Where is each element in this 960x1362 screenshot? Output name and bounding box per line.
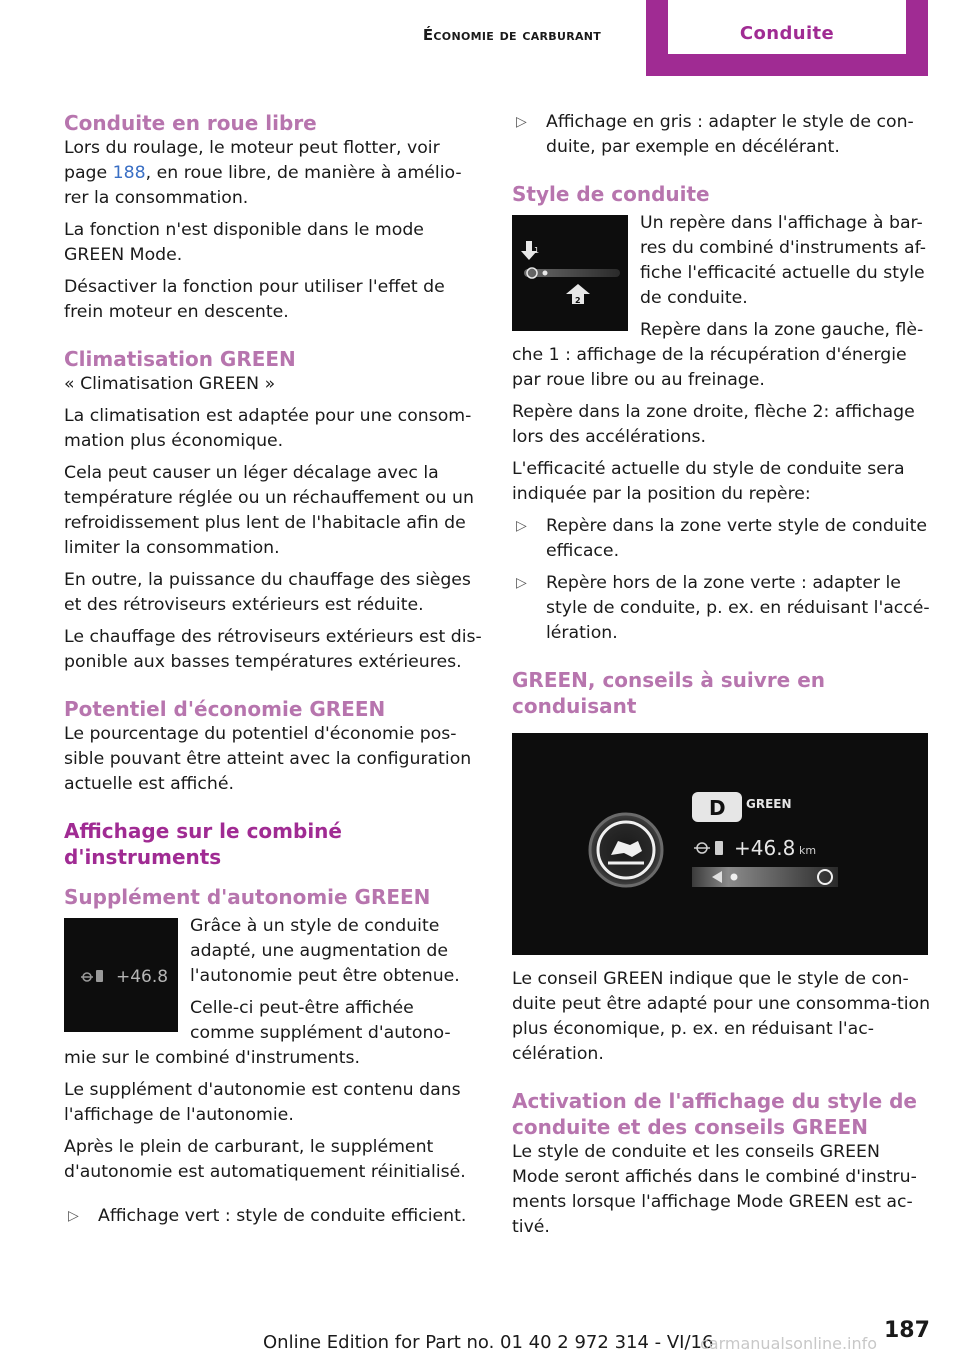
range-bonus-value: +46.8	[116, 967, 169, 987]
list-item: ▷ Affichage en gris : adapter le style de con-duite, par exemple en décélérant.	[512, 110, 932, 160]
paragraph: « Climatisation GREEN »	[64, 374, 276, 394]
heading-activation: Activation de l'affichage du style de conduite et des conseils GREEN	[512, 1089, 917, 1139]
page-link[interactable]: 188	[112, 163, 146, 183]
bullet-triangle-icon: ▷	[516, 575, 527, 591]
paragraph: La fonction n'est disponible dans le mode GREEN Mode.	[64, 220, 424, 265]
range-bonus-figure	[64, 918, 178, 1032]
paragraph: Repère dans la zone droite, flèche 2: affichage lors des accélérations.	[512, 402, 915, 447]
paragraph: Lors du roulage, le moteur peut flotter, voir page 188, en roue libre, de manière à amélio-rer la consommation.	[64, 138, 462, 208]
paragraph: Le pourcentage du potentiel d'économie pos-sible pouvant être atteint avec la configuration actuelle est affiché.	[64, 724, 472, 794]
paragraph: L'efficacité actuelle du style de conduite sera indiquée par la position du repère:	[512, 459, 905, 504]
green-tip-icon	[590, 814, 662, 886]
bullet-triangle-icon: ▷	[516, 114, 527, 130]
list-item: ▷ Affichage vert : style de conduite efficient.	[64, 1204, 482, 1229]
paragraph: Après le plein de carburant, le supplément d'autonomie est automatiquement réinitialisé.	[64, 1137, 466, 1182]
paragraph: Grâce à un style de conduite adapté, une augmentation de l'autonomie peut être obtenue.	[190, 916, 460, 986]
paragraph: Le chauffage des rétroviseurs extérieurs est dis-ponible aux basses températures extérieures.	[64, 627, 482, 672]
heading-conseils: GREEN, conseils à suivre en conduisant	[512, 668, 826, 718]
fuel-pump-icon	[715, 841, 723, 855]
paragraph: Le conseil GREEN indique que le style de con-duite peut être adapté pour une consomma-tion plus économique, p. ex. en réduisant l'ac-célération.	[512, 969, 931, 1064]
paragraph: En outre, la puissance du chauffage des sièges et des rétroviseurs extérieurs est réduite.	[64, 570, 471, 615]
marker-dot	[731, 874, 738, 881]
paragraph: Le style de conduite et les conseils GREEN Mode seront affichés dans le combiné d'instru-ments lorsque l'affichage Mode GREEN est ac-tivé.	[512, 1142, 917, 1237]
arrow-label-1: 1	[534, 246, 540, 255]
paragraph: Celle-ci peut-être affichée comme supplément d'autono-mie sur le combiné d'instruments.	[64, 998, 451, 1068]
heading-style-conduite: Style de conduite	[512, 182, 710, 206]
paragraph: Cela peut causer un léger décalage avec la température réglée ou un réchauffement ou un refroidissement plus lent de l'habitacle afin de limiter la consommation.	[64, 463, 474, 558]
paragraph: La climatisation est adaptée pour une consom-mation plus économique.	[64, 406, 472, 451]
range-bonus-value: +46.8	[734, 836, 796, 860]
watermark: carmanualsonline.info	[700, 1334, 878, 1353]
chapter-label: Conduite	[668, 0, 906, 54]
right-column	[512, 110, 932, 1247]
paragraph: Un repère dans l'affichage à bar-res du combiné d'instruments af-fiche l'efficacité actuelle du style de conduite.	[640, 213, 926, 308]
page-number: 187	[884, 1318, 930, 1343]
heading-potentiel: Potentiel d'économie GREEN	[64, 697, 386, 721]
fuel-pump-icon	[96, 970, 103, 982]
paragraph: Désactiver la fonction pour utiliser l'effet de frein moteur en descente.	[64, 277, 445, 322]
mode-label: GREEN	[746, 797, 792, 811]
heading-supplement: Supplément d'autonomie GREEN	[64, 885, 431, 909]
arrow-label-2: 2	[575, 296, 581, 305]
gear-value: D	[709, 796, 726, 820]
heading-roue-libre: Conduite en roue libre	[64, 111, 317, 135]
bullet-triangle-icon: ▷	[68, 1208, 79, 1224]
header-section-title: Économie de carburant	[422, 26, 602, 44]
header-chapter-tab	[646, 0, 928, 76]
bullet-triangle-icon: ▷	[516, 518, 527, 534]
left-column	[64, 110, 482, 1236]
paragraph: Le supplément d'autonomie est contenu dans l'affichage de l'autonomie.	[64, 1080, 461, 1125]
paragraph: Repère dans la zone gauche, flè-che 1 : affichage de la récupération d'énergie par roue libre ou au freinage.	[512, 320, 924, 390]
marker-dot	[543, 271, 548, 276]
efficiency-bar	[524, 269, 620, 277]
efficiency-bar-figure	[512, 215, 628, 331]
green-tip-cluster-figure	[512, 733, 928, 955]
range-unit: km	[799, 844, 817, 857]
list-item: ▷ Repère hors de la zone verte : adapter le style de conduite, p. ex. en réduisant l'accé-lération.	[512, 571, 932, 646]
edition-info: Online Edition for Part no. 01 40 2 972 314 - VI/16	[263, 1332, 714, 1353]
heading-climatisation: Climatisation GREEN	[64, 347, 296, 371]
heading-affichage: Affichage sur le combiné d'instruments	[64, 819, 342, 869]
list-item: ▷ Repère dans la zone verte style de conduite efficace.	[512, 514, 932, 564]
